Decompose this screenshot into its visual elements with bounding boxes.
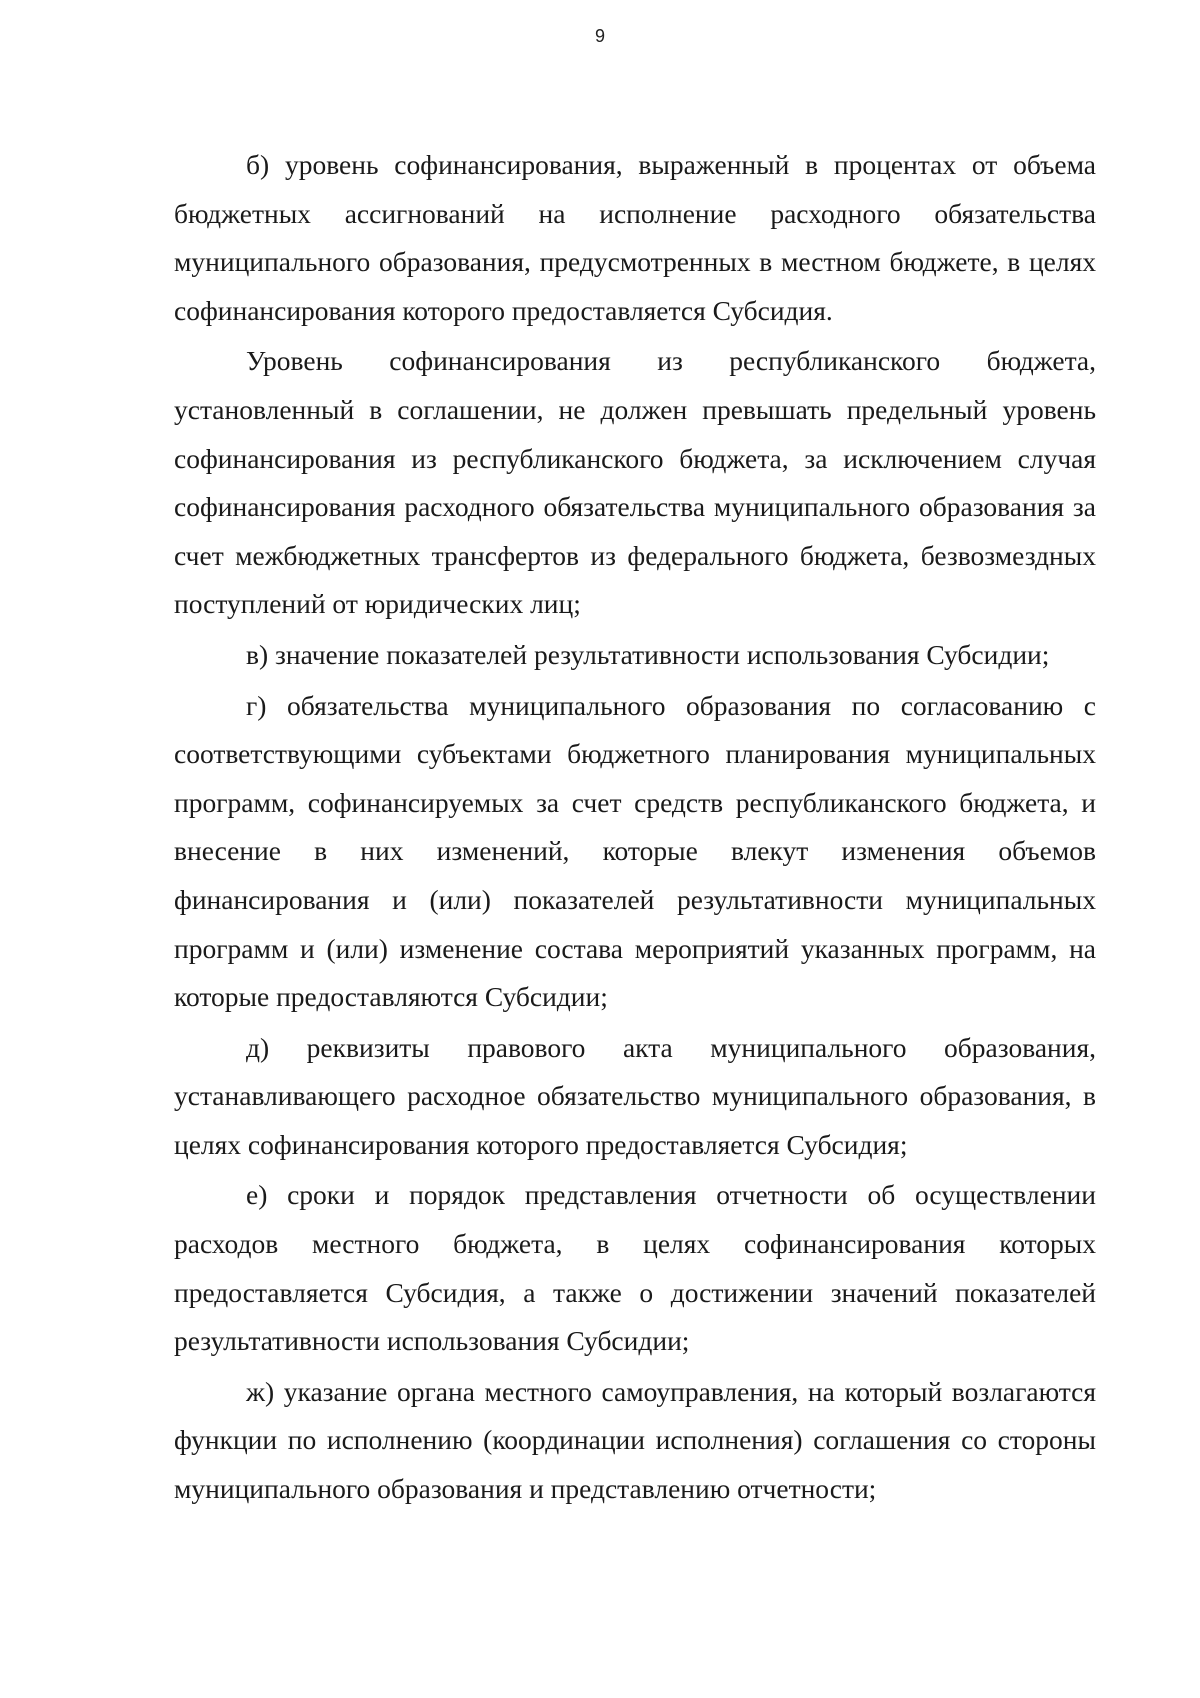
page-number: 9: [594, 26, 605, 46]
paragraph-g-obligations: г) обязательства муниципального образования по согласованию с соответствующими субъектами бюджетного планирования муниципальных программ, софинансируемых за счет средств республиканского бюджета, и внесение в них изменений, которые влекут изменения объемов финансирования и (или) показателей результативности муниципальных программ и (или) изменение состава мероприятий указанных программ, на которые предоставляются Субсидии;: [174, 689, 1096, 1013]
document-body: [174, 141, 1096, 1516]
paragraph-b-cofinancing-level: б) уровень софинансирования, выраженный в процентах от объема бюджетных ассигнований на исполнение расходного обязательства муниципального образования, предусмотренных в местном бюджете, в целях софинансирования которого предоставляется Субсидия.: [174, 149, 1096, 326]
paragraph-cofinancing-limit: Уровень софинансирования из республиканского бюджета, установленный в соглашении, не должен превышать предельный уровень софинансирования из республиканского бюджета, за исключением случая софинансирования расходного обязательства муниципального образования за счет межбюджетных трансфертов из федерального бюджета, безвозмездных поступлений от юридических лиц;: [174, 345, 1096, 620]
paragraph-zh-responsible-body: ж) указание органа местного самоуправления, на который возлагаются функции по исполнению (координации исполнения) соглашения со стороны муниципального образования и представлению отчетности;: [174, 1375, 1096, 1505]
paragraph-e-reporting-terms: е) сроки и порядок представления отчетности об осуществлении расходов местного бюджета, в целях софинансирования которых предоставляется Субсидия, а также о достижении значений показателей результативности использования Субсидии;: [174, 1179, 1096, 1357]
paragraph-d-legal-act-details: д) реквизиты правового акта муниципального образования, устанавливающего расходное обязательство муниципального образования, в целях софинансирования которого предоставляется Субсидия;: [174, 1031, 1096, 1160]
paragraph-v-performance-indicators: в) значение показателей результативности использования Субсидии;: [246, 638, 1050, 670]
